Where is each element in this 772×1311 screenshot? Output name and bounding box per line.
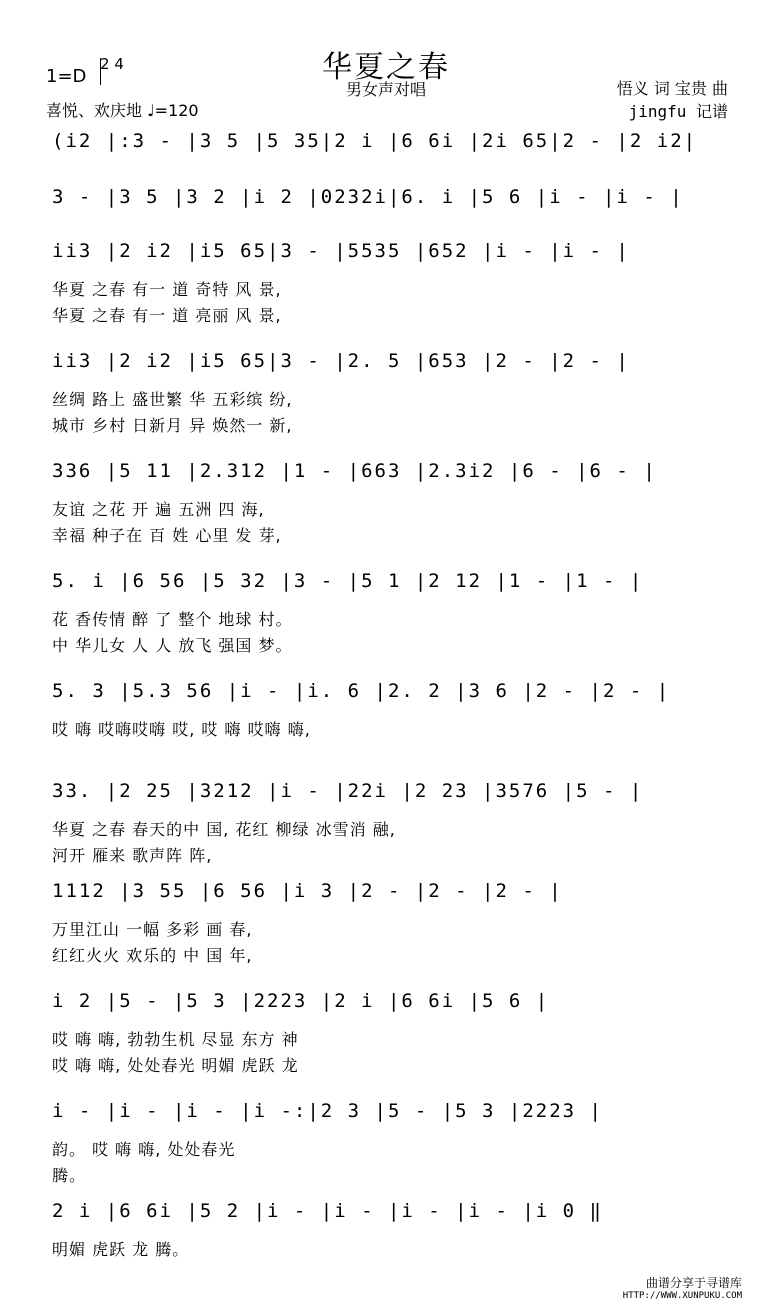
lyric-line: 河开 雁来 歌声阵 阵, — [52, 846, 213, 865]
notation-row — [52, 122, 724, 162]
notation-row — [52, 452, 724, 492]
footer-url: HTTP://WWW.XUNPUKU.COM — [622, 1291, 742, 1301]
time-signature — [100, 55, 124, 73]
notation-text: i - |i - |i - |i -:|2 3 |5 - |5 3 |2223 | — [52, 1100, 603, 1122]
lyric-line: 城市 乡村 日新月 异 焕然一 新, — [52, 416, 293, 435]
lyric-line: 丝绸 路上 盛世繁 华 五彩缤 纷, — [52, 390, 293, 409]
notation-row — [52, 562, 724, 602]
lyric-line: 中 华儿女 人 人 放飞 强国 梦。 — [52, 636, 293, 655]
notation-row — [52, 1092, 724, 1132]
notation-row — [52, 1192, 724, 1232]
lyric-line: 哎 嗨 嗨, 勃勃生机 尽显 东方 神 — [52, 1030, 299, 1049]
footer-watermark — [623, 1277, 742, 1303]
notation-row — [52, 982, 724, 1022]
notation-text: i 2 |5 - |5 3 |2223 |2 i |6 6i |5 6 | — [52, 990, 550, 1012]
transcriber: jingfu 记谱 — [628, 102, 728, 121]
lyric-line: 红红火火 欢乐的 中 国 年, — [52, 946, 253, 965]
notation-text: 336 |5 11 |2.312 |1 - |663 |2.3i2 |6 - |6 - | — [52, 460, 657, 482]
notation-text: 3 - |3 5 |3 2 |i 2 |0232i|6. i |5 6 |i - |i - | — [52, 186, 684, 208]
notation-text: ii3 |2 i2 |i5 65|3 - |2. 5 |653 |2 - |2 - | — [52, 350, 630, 372]
lyric-line: 韵。 哎 嗨 嗨, 处处春光 — [52, 1140, 236, 1159]
meter-bottom: 4 — [114, 55, 124, 73]
lyric-line: 华夏 之春 有一 道 亮丽 风 景, — [52, 306, 282, 325]
notation-text: 1112 |3 55 |6 56 |i 3 |2 - |2 - |2 - | — [52, 880, 563, 902]
credits: 悟义 词 宝贵 曲 — [616, 79, 728, 98]
notation-text: 5. i |6 56 |5 32 |3 - |5 1 |2 12 |1 - |1 - | — [52, 570, 644, 592]
notation-text: (i2 |:3 - |3 5 |5 35|2 i |6 6i |2i 65|2 - |2 i2| — [52, 130, 698, 152]
tempo-marking — [46, 98, 199, 121]
meter-top: 2 — [100, 55, 110, 73]
lyric-line: 华夏 之春 有一 道 奇特 风 景, — [52, 280, 282, 299]
lyric-line: 明媚 虎跃 龙 腾。 — [52, 1240, 190, 1259]
notation-text: 5. 3 |5.3 56 |i - |i. 6 |2. 2 |3 6 |2 - |2 - | — [52, 680, 671, 702]
lyric-line: 幸福 种子在 百 姓 心里 发 芽, — [52, 526, 282, 545]
notation-row — [52, 232, 724, 272]
key-signature: 1=D — [46, 66, 87, 87]
notation-row — [52, 772, 724, 812]
notation-text: ii3 |2 i2 |i5 65|3 - |5535 |652 |i - |i - | — [52, 240, 630, 262]
lyric-line: 哎 嗨 嗨, 处处春光 明媚 虎跃 龙 — [52, 1056, 299, 1075]
lyric-line: 友谊 之花 开 遍 五洲 四 海, — [52, 500, 265, 519]
lyric-line: 腾。 — [52, 1166, 87, 1185]
notation-text: 33. |2 25 |3212 |i - |22i |2 23 |3576 |5 - | — [52, 780, 644, 802]
song-title: 华夏之春 — [322, 50, 450, 85]
notation-row — [52, 872, 724, 912]
lyric-line: 花 香传情 醉 了 整个 地球 村。 — [52, 610, 293, 629]
notation-row — [52, 672, 724, 712]
lyric-line: 哎 嗨 哎嗨哎嗨 哎, 哎 嗨 哎嗨 嗨, — [52, 720, 311, 739]
tempo-value: ♩=120 — [147, 101, 199, 120]
tempo-text: 喜悦、欢庆地 — [46, 101, 143, 120]
notation-text: 2 i |6 6i |5 2 |i - |i - |i - |i - |i 0 ‖ — [52, 1200, 603, 1222]
notation-row — [52, 342, 724, 382]
notation-row — [52, 178, 724, 218]
lyric-line: 华夏 之春 春天的中 国, 花红 柳绿 冰雪消 融, — [52, 820, 396, 839]
footer-line1: 曲谱分享于寻谱库 — [645, 1276, 742, 1290]
song-subtitle: 男女声对唱 — [345, 80, 426, 99]
lyric-line: 万里江山 一幅 多彩 画 春, — [52, 920, 253, 939]
meter-divider — [100, 58, 101, 85]
